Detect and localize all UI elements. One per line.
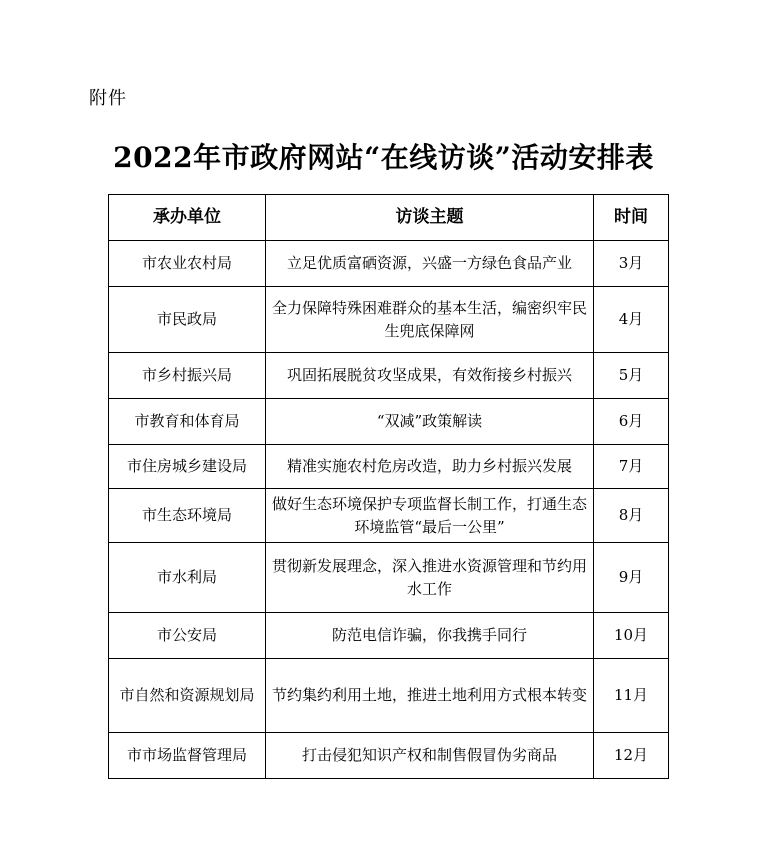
cell-topic: 贯彻新发展理念，深入推进水资源管理和节约用水工作 [266, 543, 594, 613]
cell-topic: 巩固拓展脱贫攻坚成果，有效衔接乡村振兴 [266, 353, 594, 399]
schedule-table [108, 194, 669, 779]
cell-topic: 打击侵犯知识产权和制售假冒伪劣商品 [266, 733, 594, 779]
table-row [109, 733, 669, 779]
table-header-row [109, 195, 669, 241]
cell-time: 11月 [594, 659, 669, 733]
cell-unit: 市住房城乡建设局 [109, 445, 266, 489]
cell-time: 12月 [594, 733, 669, 779]
header-unit: 承办单位 [109, 195, 266, 241]
attachment-label: 附件 [89, 88, 127, 109]
table-row [109, 613, 669, 659]
cell-topic: 立足优质富硒资源，兴盛一方绿色食品产业 [266, 241, 594, 287]
cell-unit: 市水利局 [109, 543, 266, 613]
table-row [109, 659, 669, 733]
cell-time: 10月 [594, 613, 669, 659]
cell-topic: “双减”政策解读 [266, 399, 594, 445]
table-row [109, 241, 669, 287]
cell-unit: 市自然和资源规划局 [109, 659, 266, 733]
table-row [109, 287, 669, 353]
cell-topic: 精准实施农村危房改造，助力乡村振兴发展 [266, 445, 594, 489]
cell-time: 8月 [594, 489, 669, 543]
cell-topic: 做好生态环境保护专项监督长制工作，打通生态环境监管“最后一公里” [266, 489, 594, 543]
table-row [109, 489, 669, 543]
cell-time: 9月 [594, 543, 669, 613]
cell-unit: 市公安局 [109, 613, 266, 659]
table-row [109, 353, 669, 399]
document-title: 2022年市政府网站“在线访谈”活动安排表 [113, 141, 654, 174]
header-time: 时间 [594, 195, 669, 241]
cell-unit: 市教育和体育局 [109, 399, 266, 445]
cell-time: 7月 [594, 445, 669, 489]
header-topic: 访谈主题 [266, 195, 594, 241]
cell-time: 3月 [594, 241, 669, 287]
cell-unit: 市乡村振兴局 [109, 353, 266, 399]
cell-topic: 全力保障特殊困难群众的基本生活，编密织牢民生兜底保障网 [266, 287, 594, 353]
cell-topic: 防范电信诈骗，你我携手同行 [266, 613, 594, 659]
cell-time: 5月 [594, 353, 669, 399]
table-row [109, 399, 669, 445]
cell-unit: 市生态环境局 [109, 489, 266, 543]
cell-time: 6月 [594, 399, 669, 445]
cell-topic: 节约集约利用土地，推进土地利用方式根本转变 [266, 659, 594, 733]
cell-unit: 市农业农村局 [109, 241, 266, 287]
cell-unit: 市市场监督管理局 [109, 733, 266, 779]
table-row [109, 543, 669, 613]
cell-unit: 市民政局 [109, 287, 266, 353]
table-row [109, 445, 669, 489]
cell-time: 4月 [594, 287, 669, 353]
